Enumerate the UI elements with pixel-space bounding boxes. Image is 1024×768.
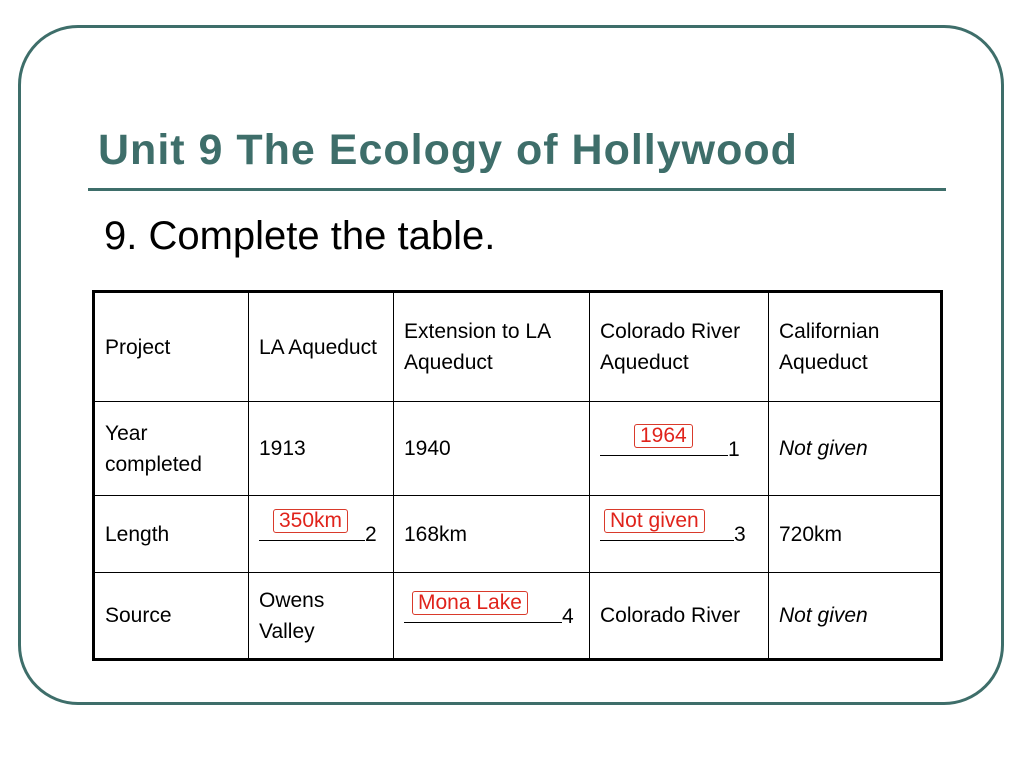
table-header-row xyxy=(94,292,942,402)
answer-box-1: 1964 xyxy=(634,424,693,448)
blank-number: 3 xyxy=(734,523,746,546)
cell-year-la-aqueduct: 1913 xyxy=(249,402,394,496)
blank-2 xyxy=(259,509,377,550)
cell-length-la-aqueduct xyxy=(249,496,394,573)
header-cell-colorado: Colorado River Aqueduct xyxy=(590,292,769,402)
blank-number: 4 xyxy=(562,604,574,628)
blank-number: 1 xyxy=(728,437,740,461)
blank-3 xyxy=(600,509,746,550)
header-cell-californian: Californian Aqueduct xyxy=(769,292,942,402)
cell-source-colorado: Colorado River xyxy=(590,573,769,660)
cell-year-californian: Not given xyxy=(769,402,942,496)
header-cell-extension: Extension to LA Aqueduct xyxy=(394,292,590,402)
row-label-year-completed: Year completed xyxy=(94,402,249,496)
row-label-source: Source xyxy=(94,573,249,660)
slide-title: Unit 9 The Ecology of Hollywood xyxy=(98,126,798,174)
blank-4 xyxy=(404,590,574,632)
cell-source-la-aqueduct: Owens Valley xyxy=(249,573,394,660)
blank-number: 2 xyxy=(365,523,377,546)
cell-year-colorado xyxy=(590,402,769,496)
cell-length-extension: 168km xyxy=(394,496,590,573)
header-cell-project: Project xyxy=(94,292,249,402)
cell-length-californian: 720km xyxy=(769,496,942,573)
cell-year-extension: 1940 xyxy=(394,402,590,496)
answer-box-2: 350km xyxy=(273,509,348,533)
cell-source-californian: Not given xyxy=(769,573,942,660)
table-row-length xyxy=(94,496,942,573)
instruction-text: 9. Complete the table. xyxy=(104,214,496,258)
cell-length-colorado xyxy=(590,496,769,573)
title-divider xyxy=(88,188,946,191)
answer-box-3: Not given xyxy=(604,509,705,533)
table-row-year-completed xyxy=(94,402,942,496)
row-label-length: Length xyxy=(94,496,249,573)
header-cell-la-aqueduct: LA Aqueduct xyxy=(249,292,394,402)
aqueduct-table xyxy=(92,290,943,661)
table-row-source xyxy=(94,573,942,660)
cell-source-extension xyxy=(394,573,590,660)
blank-1 xyxy=(600,423,740,465)
answer-box-4: Mona Lake xyxy=(412,591,528,615)
